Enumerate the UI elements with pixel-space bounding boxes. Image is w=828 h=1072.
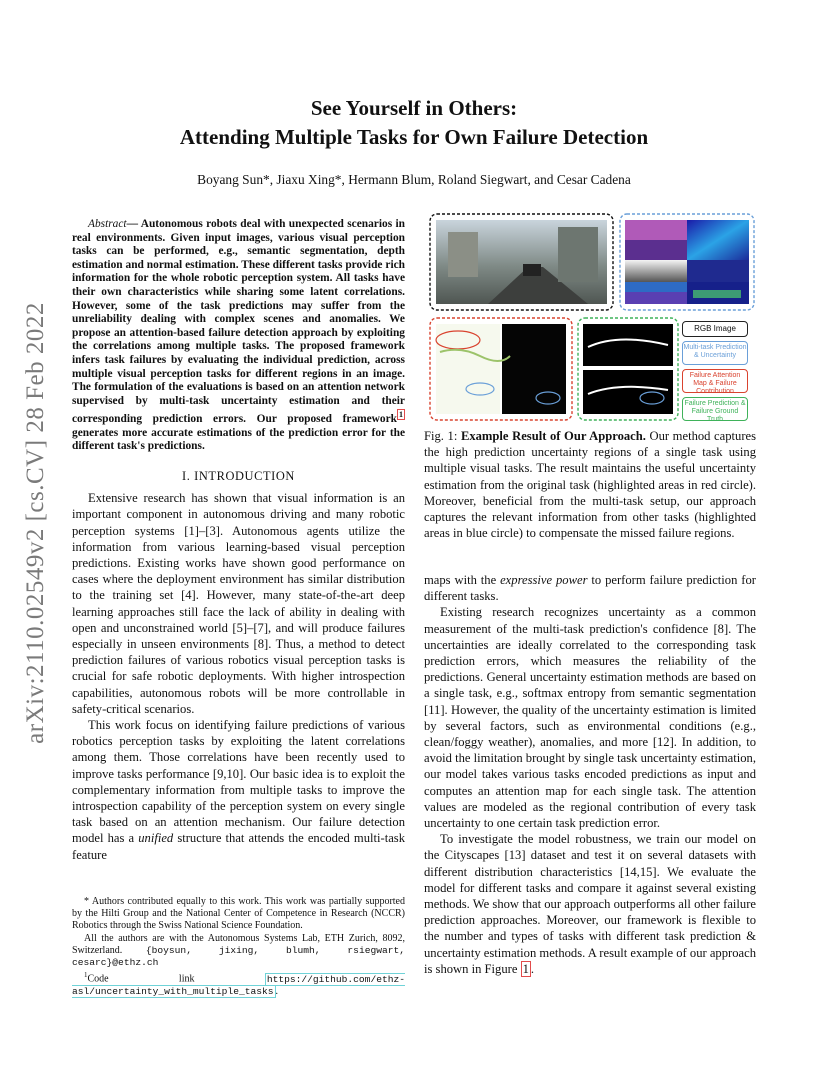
abstract-label: Abstract [88, 218, 127, 230]
abstract: Abstract— Autonomous robots deal with unexpected scenarios in real environments. Given input images, various visual perception tasks can be performed, e.g., semantic segmentation, depth estimation and normal estimation. These different tasks provide rich information for the whole robotic perception system. All tasks have their own characteristics while sharing some latent correlations. However, some of the task predictions may suffer from the unreliability dealing with complex scenes and anomalies. We propose an attention-based failure detection approach by exploiting the correlations among multiple tasks. The proposed framework infers task failures by evaluating the individual prediction, across multiple visual perception tasks for different regions in an image. The formulation of the evaluations is based on an attention network supervised by multi-task uncertainty estimation and their corresponding prediction errors. Our proposed framework $^1$ generates more accurate estimations of the prediction error for the different task's predictions. [72, 218, 405, 453]
author-list: Boyang Sun*, Jiaxu Xing*, Hermann Blum, Roland Siegwart, and Cesar Cadena [197, 172, 631, 187]
legend-failure-attention: Failure Attention Map & Failure Contribution [682, 369, 748, 393]
title-line-2: Attending Multiple Tasks for Own Failure Detection [179, 125, 649, 149]
figure-caption: Fig. 1: Example Result of Our Approach. Our method captures the high prediction uncertainty regions of a single task using multiple visual tasks. The result maintains the useful uncertainty estimation from the original task (highlighted areas in red circle). Moreover, beneficial from the multi-task setup, our approach captures the relevant information from other tasks (highlighted areas in blue circle) to compensate the missed failure regions. [424, 429, 757, 541]
intro-paragraph-1: Extensive research has shown that visual information is an important component in autonomous driving and many robotic perception systems [1]–[3]. Autonomous agents utilize the information from various learning-based visual perception predictions. Existing works have shown good performance on cases where the deployment environment has similar distribution to the training set [4]. However, many state-of-the-art deep learning approaches still face the lack of ability in dealing with open and unconstrained world [5]–[7], and will produce failures especially in unseen environments [8]. Thus, a method to detect prediction failures of various robotics visual perception tasks is crucial for safe robotic deployments. With higher introspection capabilities, autonomous robots will be more controllable in safety-critical scenarios. [72, 491, 405, 716]
abstract-footnote-mark[interactable]: 1 [399, 410, 403, 420]
legend-rgb-image: RGB Image [682, 321, 748, 337]
arxiv-stamp: arXiv:2110.02549v2 [cs.CV] 28 Feb 2022 [22, 302, 49, 744]
legend-failure-prediction: Failure Prediction & Failure Ground Truth [682, 397, 748, 421]
depth-uncertainty-image [687, 260, 749, 282]
figure-reference[interactable]: 1 [522, 961, 529, 976]
code-link[interactable]: https://github.com/ethz-asl/uncertainty_with_multiple_tasks [72, 973, 405, 997]
title-line-1: See Yourself in Others: [310, 96, 518, 120]
right-paragraph-2: Existing research recognizes uncertainty as a common measurement of the multi-task prediction's confidence [8]. The uncertainties are ideally correlated to the corresponding task prediction errors, which measures the reliability of the predictions. General uncertainty estimation methods are based on a single task, e.g., softmax entropy from semantic segmentation [11]. However, the quality of the uncertainty estimation is limited by several factors, such as environmental conditions (e.g., clean/foggy weather), anomalies, and more [12]. In addition, to avoid the limitation brought by single task uncertainty estimation, our model takes various tasks encoded predictions as input and computes an attention map for each single task. The attention values are modeled as the regional contribution of every task uncertainty to one certain task prediction error. [424, 605, 756, 831]
footnote-authors: * Authors contributed equally to this work. This work was partially supported by the Hilti Group and the National Center of Competence in Research (NCCR) Robotics through the Swiss National Science Foundation. [72, 896, 405, 932]
failure-contribution-image [502, 324, 566, 414]
section-heading-introduction: I. INTRODUCTION [182, 468, 295, 483]
footnote-affiliation: All the authors are with the Autonomous Systems Lab, ETH Zurich, 8092, Switzerland. {boysun, jixing, blumh, rsiegwart, cesarc}@ethz.ch [72, 932, 405, 969]
right-paragraph-1: maps with the expressive power to perform failure prediction for different tasks. [424, 573, 756, 604]
legend-multitask: Multi-task Prediction & Uncertainty [682, 341, 748, 365]
failure-prediction-image [583, 324, 673, 366]
intro-paragraph-2: This work focus on identifying failure predictions of various robotics perception tasks by exploiting the latent correlations among them. Those correlations have been recently used to improve tasks performance [9,10]. Our basic idea is to exploit the complementary information from multiple tasks to improve the introspection capability of the perception system on every single task based on an attention mechanism. Our failure detection model has a unified structure that attends the encoded multi-task feature [72, 717, 405, 862]
author-emails: {boysun, jixing, blumh, rsiegwart, cesarc}@ethz.ch [72, 944, 405, 969]
depth-image [625, 260, 687, 282]
seg-uncertainty-image [687, 220, 749, 260]
footnote-code: $^1$Code link https://github.com/ethz-asl/uncertainty_with_multiple_tasks . [72, 971, 405, 997]
footnotes [72, 896, 405, 998]
right-column [424, 572, 756, 977]
left-column [72, 218, 405, 863]
right-paragraph-3: To investigate the model robustness, we train our model on the Cityscapes [13] dataset and test it on several datasets with different distribution characteristics [14,15]. We evaluate the model for different tasks and compare it against several existing methods. We show that our approach outperforms all other failure prediction approaches. Moreover, our framework is flexible to the number and types of tasks with different task prediction & uncertainty estimation methods. A result example of our approach is shown in Figure 1 . [424, 832, 756, 976]
attention-map-image [436, 324, 500, 414]
paper-title [70, 94, 758, 152]
